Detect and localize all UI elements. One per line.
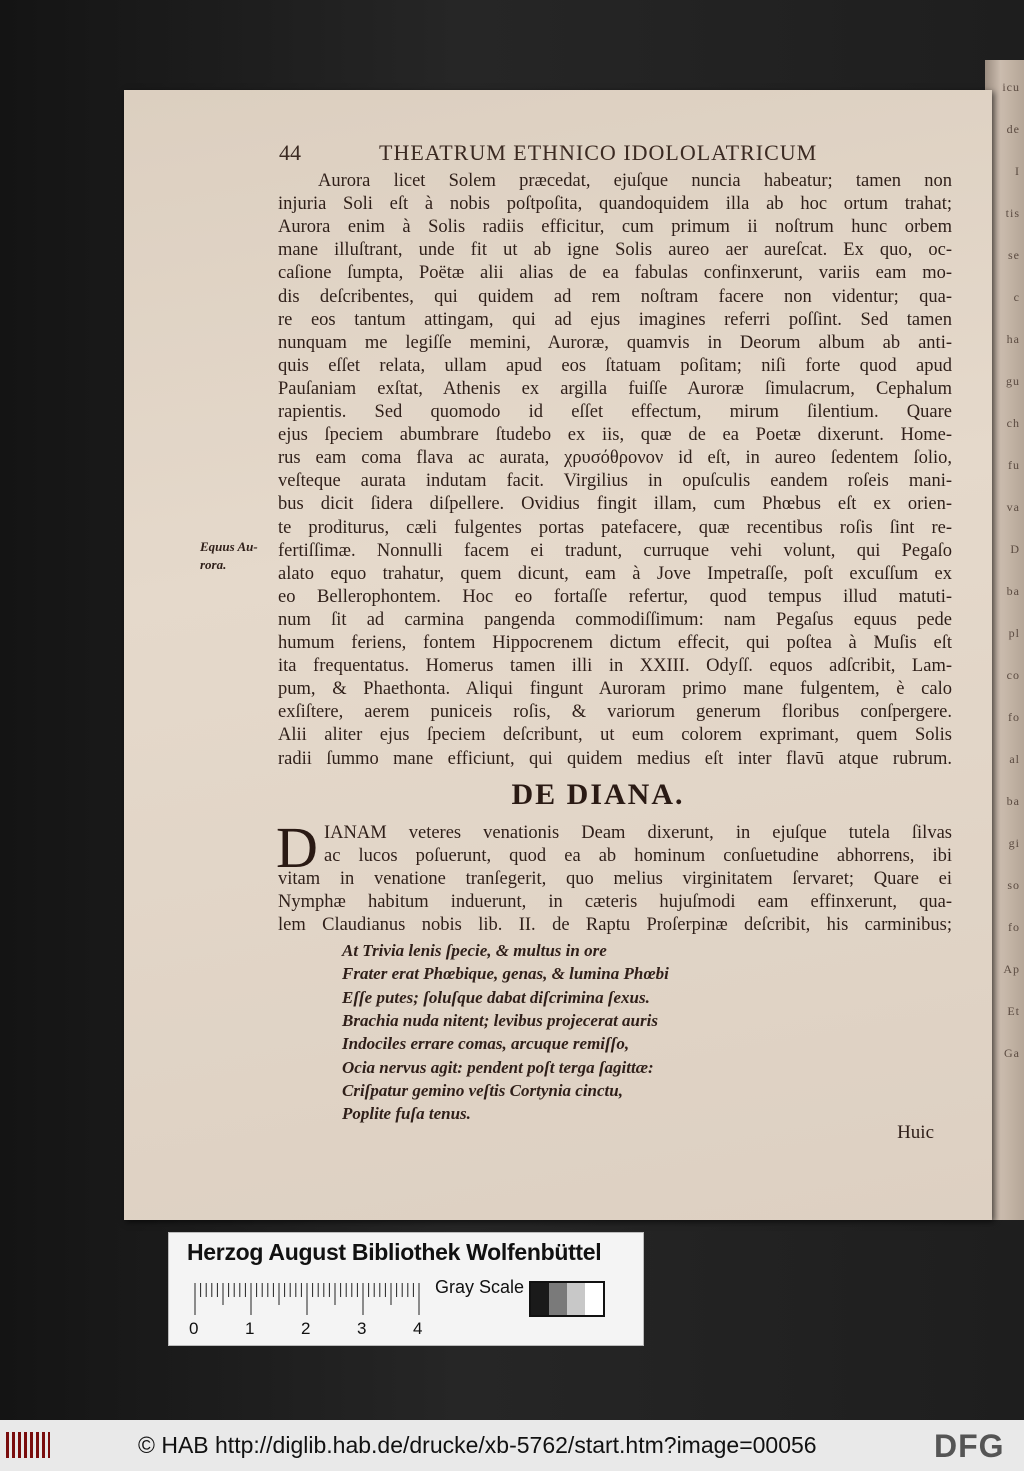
next-page-fragment: D <box>1010 542 1020 556</box>
text-line: injuria Soli eſt à nobis poſtpoſita, quandoquidem illa ab hoc ortum trahat; <box>278 194 952 215</box>
drop-cap: D <box>276 815 318 880</box>
text-line: pum, & Phaethonta. Aliqui fingunt Auroram primo mane fulgentem, è calo <box>278 679 952 700</box>
gray-swatch <box>567 1283 585 1315</box>
text-line: rus eam coma flava ac aurata, χρυσόθρονον id eſt, in aureo ſedentem ſolio, <box>278 448 952 469</box>
text-line: alato equo trahatur, quem dicunt, eam à Jove Impetraſſe, poſt excuſſum ex <box>278 563 952 584</box>
next-page-fragment: I <box>1015 164 1020 178</box>
ruler-label-1: 1 <box>245 1319 255 1338</box>
text-line: eo Bellerophontem. Hoc eo fortaſſe refertur, quod tempus illud matuti- <box>278 586 952 607</box>
footer-citation: © HAB http://diglib.hab.de/drucke/xb-5762/start.htm?image=00056 <box>138 1432 817 1458</box>
text-line: Aurora licet Solem præcedat, ejuſque nuncia habeatur; tamen non <box>318 171 952 191</box>
text-line: ita frequentatus. Homerus tamen illi in XXIII. Odyſſ. equos adſcribit, Lam- <box>278 656 952 677</box>
text-line: radii ſummo mane efficiunt, qui quidem medius eſt inter flavū atque rubrum. <box>278 748 952 769</box>
text-line: Alii aliter ejus ſpeciem deſcribunt, ut eum colorem exprimant, quem Solis <box>278 725 952 746</box>
verse-line: Criſpatur gemino veſtis Cortynia cinctu, <box>342 1080 623 1100</box>
next-page-fragment: ha <box>1006 332 1020 346</box>
diana-text-line: Nymphæ habitum induerunt, in cæteris hujuſmodi eam effinxerunt, qua- <box>278 892 952 913</box>
text-line: Aurora enim à Solis radiis efficitur, cum primum ii noſtrum hunc orbem <box>278 217 952 238</box>
next-page-fragment: Et <box>1007 1004 1020 1018</box>
text-line: humum feriens, fontem Hippocrenem dictum effecit, qui poſtea à Muſis eſt <box>278 633 952 653</box>
diana-text-line: ac lucos poſuerunt, quod ea ab hominum conſuetudine abhorrens, ibi <box>324 846 952 867</box>
next-page-fragment: gi <box>1008 836 1020 850</box>
verse-line: Indociles errare comas, arcuque remiſſo, <box>342 1034 630 1054</box>
next-page-fragment: ba <box>1006 794 1020 808</box>
text-line: bus dicit ſidera diſpellere. Ovidius fingit illam, cum Phœbus eſt ex orien- <box>278 494 952 515</box>
next-page-fragment: Ga <box>1004 1046 1020 1060</box>
book-page <box>124 90 992 1220</box>
text-line: quis eſſet relata, ullam apud eos ſtatuam poſitam; niſi forte quod apud <box>278 355 952 376</box>
verse-line: Brachia nuda nitent; levibus projecerat auris <box>342 1010 658 1030</box>
running-head: THEATRUM ETHNICO IDOLOLATRICUM <box>379 140 818 165</box>
diana-text-line: IANAM veteres venationis Deam dixerunt, in ejuſque tutela ſilvas <box>324 823 952 843</box>
next-page-fragment: se <box>1008 248 1020 262</box>
library-color-card <box>168 1232 644 1346</box>
text-line: num ſit ad carmina pangenda commodiſſimum: nam Pegaſus equus pede <box>278 609 952 630</box>
next-page-fragment: so <box>1007 878 1020 892</box>
gray-swatch <box>531 1283 549 1315</box>
text-line: rapientis. Sed quomodo id eſſet effectum, mirum ſilentium. Quare <box>278 402 952 422</box>
dfg-logo: DFG <box>934 1428 1005 1464</box>
hab-barcode-icon <box>6 1432 50 1458</box>
next-page-fragment: icu <box>1002 80 1020 94</box>
next-page-fragment: fo <box>1008 710 1020 724</box>
next-page-fragment: gu <box>1006 374 1020 388</box>
text-line: exſiſtere, aerem puniceis roſis, & variorum generum floribus conſpergere. <box>278 702 952 723</box>
gray-scale-swatches <box>529 1281 605 1317</box>
text-line: veſteque aurata indutam facit. Virgilius in opuſculis eandem roſeis mani- <box>278 471 952 492</box>
gray-scale-label: Gray Scale <box>435 1277 525 1297</box>
text-line: re eos tantum attingam, qui ad ejus imagines referri poſſint. Sed tamen <box>278 309 952 330</box>
page-number: 44 <box>279 140 301 165</box>
next-page-fragment: c <box>1013 290 1020 304</box>
text-line: ejus ſpeciem abumbrare ſtudebo ex iis, quæ de ea Poetæ dixerunt. Home- <box>278 425 952 446</box>
text-line: fertiſſimæ. Nonnulli facem ei tradunt, curruque vehi volunt, qui Pegaſo <box>278 540 952 561</box>
next-page-fragment: ch <box>1006 416 1020 430</box>
footer-bar <box>0 1420 1024 1471</box>
ruler-label-0: 0 <box>189 1319 199 1338</box>
ruler-label-2: 2 <box>301 1319 311 1338</box>
next-page-fragment: Ap <box>1003 962 1020 976</box>
gray-swatch <box>585 1283 603 1315</box>
gray-swatch <box>549 1283 567 1315</box>
next-page-fragment: va <box>1006 500 1020 514</box>
verse-line: Frater erat Phœbique, genas, & lumina Phœbi <box>342 964 669 984</box>
next-page-fragment: fo <box>1008 920 1020 934</box>
text-line: te proditurus, cæli fulgentes portas patefacere, quæ recentibus roſis ſint re- <box>278 517 952 538</box>
text-line: nunquam me legiſſe memini, Auroræ, quamvis in Deorum album ab anti- <box>278 332 952 353</box>
next-page-fragment: ba <box>1006 584 1020 598</box>
verse-line: Eſſe putes; ſoluſque dabat diſcrimina ſexus. <box>342 987 650 1007</box>
diana-text-line: vitam in venatione tranſegerit, quo melius virginitatem ſervaret; Quare ei <box>278 869 952 890</box>
next-page-fragment: pl <box>1008 626 1020 640</box>
verse-line: Ocia nervus agit: pendent poſt terga ſagittæ: <box>342 1057 654 1077</box>
next-page-fragment: al <box>1009 752 1020 766</box>
ruler-scale <box>191 1281 431 1317</box>
next-page-fragment: de <box>1006 122 1020 136</box>
next-page-fragment: co <box>1006 668 1020 682</box>
verse-line: At Trivia lenis ſpecie, & multus in ore <box>342 941 607 960</box>
verse-line: Poplite fuſa tenus. <box>342 1104 471 1124</box>
next-page-fragment: tis <box>1005 206 1020 220</box>
ruler-label-3: 3 <box>357 1319 367 1338</box>
catchword: Huic <box>897 1122 934 1143</box>
marginal-note: Equus Au-rora. <box>200 539 258 572</box>
text-line: mane illuſtrant, unde fit ut ab igne Solis aureo aer aureſcat. Ex quo, oc- <box>278 240 952 261</box>
section-heading: DE DIANA. <box>511 778 685 811</box>
library-name: Herzog August Bibliothek Wolfenbüttel <box>187 1239 602 1265</box>
diana-text-line: lem Claudianus nobis lib. II. de Raptu Proſerpinæ deſcribit, his carminibus; <box>278 915 952 936</box>
ruler-label-4: 4 <box>413 1319 423 1338</box>
text-line: Pauſaniam exſtat, Athenis ex argilla fuiſſe Auroræ ſimulacrum, Cephalum <box>278 378 952 399</box>
text-line: caſione ſumpta, Poëtæ alii alias de ea fabulas confinxerunt, variis eam mo- <box>278 263 952 284</box>
text-line: dis deſcribentes, qui quidem ad rem noſtram facere non videntur; qua- <box>278 286 952 307</box>
next-page-fragment: fu <box>1008 458 1020 472</box>
